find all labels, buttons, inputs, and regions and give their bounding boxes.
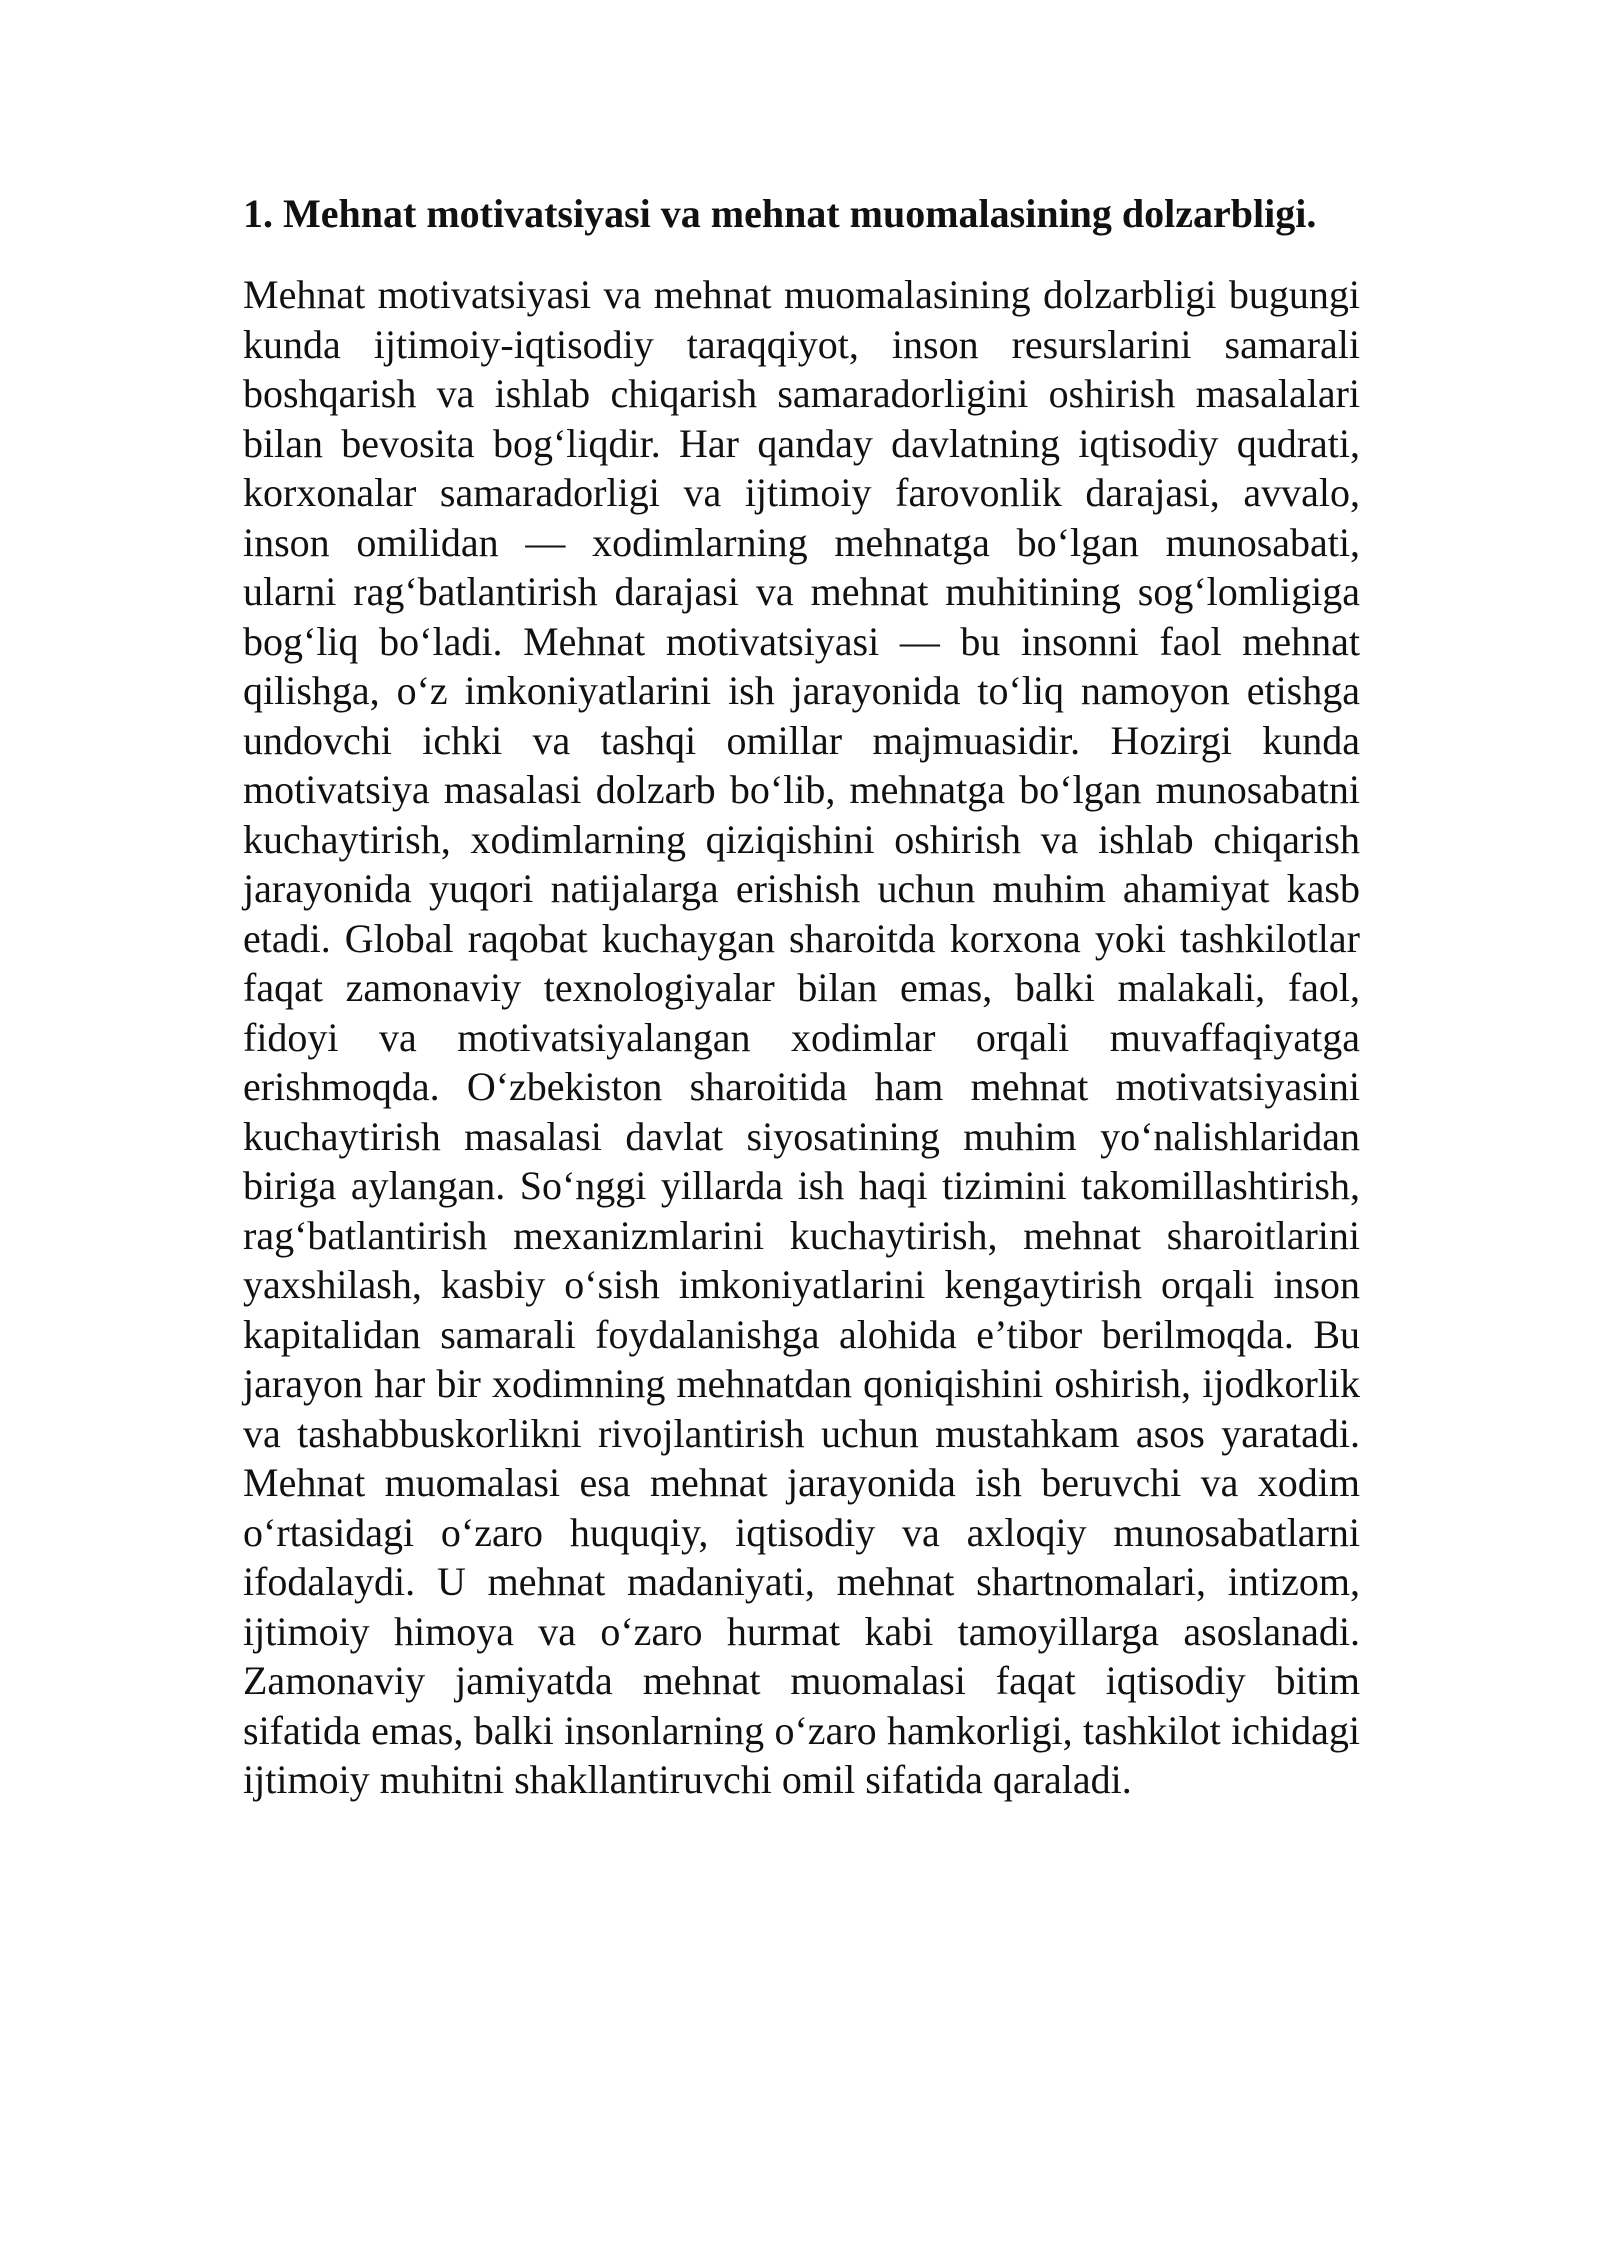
body-paragraph: Mehnat motivatsiyasi va mehnat muomalasining dolzarbligi bugungi kunda ijtimoiy-iqtisodiy taraqqiyot, inson resurslarini samarali boshqarish va ishlab chiqarish samaradorligini oshirish masalalari bilan bevosita bog‘liqdir. Har qanday davlatning iqtisodiy qudrati, korxonalar samaradorligi va ijtimoiy farovonlik darajasi, avvalo, inson omilidan — xodimlarning mehnatga bo‘lgan munosabati, ularni rag‘batlantirish darajasi va mehnat muhitining sog‘lomligiga bog‘liq bo‘ladi. Mehnat motivatsiyasi — bu insonni faol mehnat qilishga, o‘z imkoniyatlarini ish jarayonida to‘liq namoyon etishga undovchi ichki va tashqi omillar majmuasidir. Hozirgi kunda motivatsiya masalasi dolzarb bo‘lib, mehnatga bo‘lgan munosabatni kuchaytirish, xodimlarning qiziqishini oshirish va ishlab chiqarish jarayonida yuqori natijalarga erishish uchun muhim ahamiyat kasb etadi. Global raqobat kuchaygan sharoitda korxona yoki tashkilotlar faqat zamonaviy texnologiyalar bilan emas, balki malakali, faol, fidoyi va motivatsiyalangan xodimlar orqali muvaffaqiyatga erishmoqda. O‘zbekiston sharoitida ham mehnat motivatsiyasini kuchaytirish masalasi davlat siyosatining muhim yo‘nalishlaridan biriga aylangan. So‘nggi yillarda ish haqi tizimini takomillashtirish, rag‘batlantirish mexanizmlarini kuchaytirish, mehnat sharoitlarini yaxshilash, kasbiy o‘sish imkoniyatlarini kengaytirish orqali inson kapitalidan samarali foydalanishga alohida e’tibor berilmoqda. Bu jarayon har bir xodimning mehnatdan qoniqishini oshirish, ijodkorlik va tashabbuskorlikni rivojlantirish uchun mustahkam asos yaratadi. Mehnat muomalasi esa mehnat jarayonida ish beruvchi va xodim o‘rtasidagi o‘zaro huquqiy, iqtisodiy va axloqiy munosabatlarni ifodalaydi. U mehnat madaniyati, mehnat shartnomalari, intizom, ijtimoiy himoya va o‘zaro hurmat kabi tamoyillarga asoslanadi. Zamonaviy jamiyatda mehnat muomalasi faqat iqtisodiy bitim sifatida emas, balki insonlarning o‘zaro hamkorligi, tashkilot ichidagi ijtimoiy muhitni shakllantiruvchi omil sifatida qaraladi. <box>243 272 1380 1802</box>
section-heading: 1. Mehnat motivatsiyasi va mehnat muomalasining dolzarbligi. <box>243 191 1317 236</box>
document-page <box>243 190 1380 1805</box>
